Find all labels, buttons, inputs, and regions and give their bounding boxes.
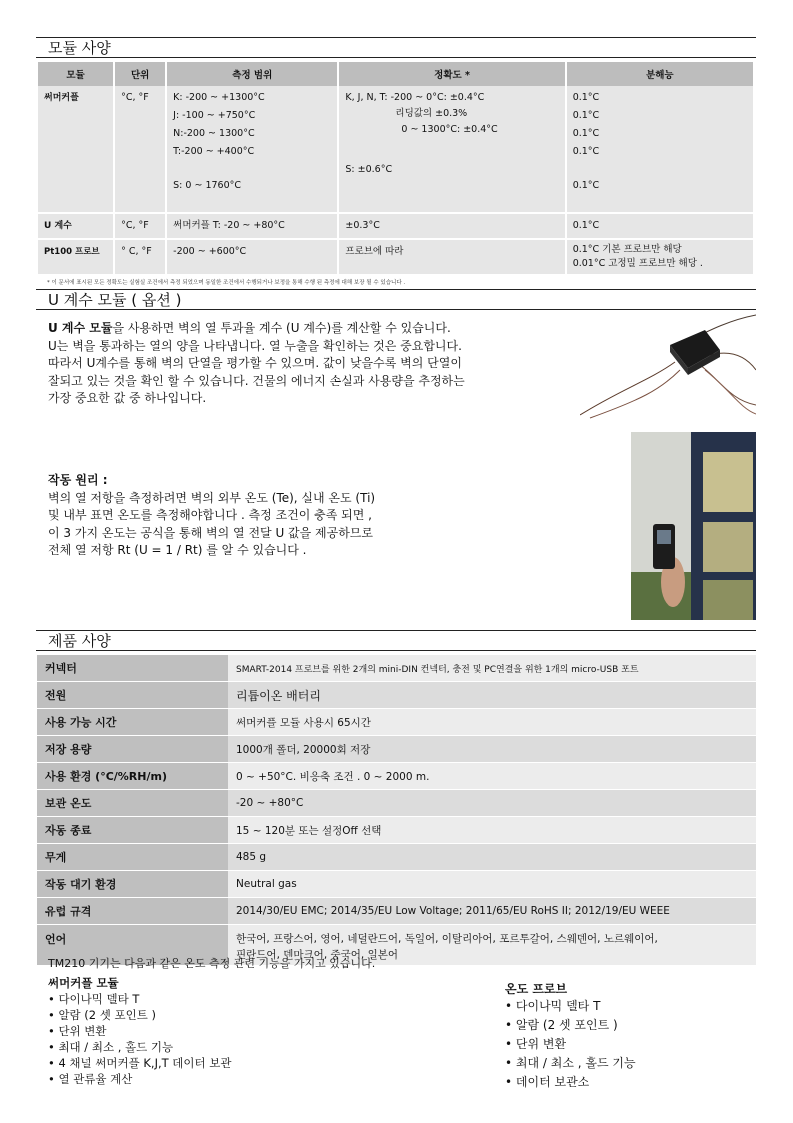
resolution-line: 0.1°C 기본 프로브만 해당 — [572, 244, 682, 255]
u-module-line: 가장 중요한 값 중 하나입니다. — [48, 391, 207, 405]
spec-key: 보관 온도 — [37, 790, 228, 817]
principle-block — [48, 472, 608, 560]
range-line: K: -200 ~ +1300°C — [173, 92, 265, 103]
spec-key: 자동 종료 — [37, 817, 228, 844]
feature-item: • 알람 (2 셋 포인트 ) — [48, 1008, 157, 1022]
spec-value: Neutral gas — [228, 871, 756, 898]
u-module-intro: 을 사용하면 벽의 열 투과율 계수 (U 계수)를 계산할 수 있습니다. — [112, 321, 451, 335]
u-factor-resolution: 0.1°C — [566, 213, 754, 239]
accuracy-line: K, J, N, T: -200 ~ 0°C: ±0.4°C — [345, 92, 485, 103]
resolution-line: 0.1°C — [572, 92, 600, 103]
spec-key: 전원 — [37, 682, 228, 709]
language-line: 핀란드어, 덴마크어, 중국어, 일본어 — [236, 948, 399, 961]
feature-item: • 최대 / 최소 , 홀드 기능 — [48, 1040, 174, 1054]
feature-item: • 4 채널 써머커플 K,J,T 데이터 보관 — [48, 1056, 232, 1070]
module-spec-header-row — [38, 62, 754, 86]
tm210-note: TM210 기기는 다음과 같은 온도 측정 관련 기능을 가지고 있습니다. — [48, 957, 376, 970]
feature-item: • 데이터 보관소 — [505, 1075, 590, 1089]
u-factor-range: 써머커플 T: -20 ~ +80°C — [166, 213, 338, 239]
principle-line: 벽의 열 저항을 측정하려면 벽의 외부 온도 (Te), 실내 온도 (Ti) — [48, 490, 376, 505]
spec-value: 15 ~ 120분 또는 설정Off 선택 — [228, 817, 756, 844]
accuracy-line: 0 ~ 1300°C: ±0.4°C — [401, 124, 498, 135]
spec-key: 커넥터 — [37, 655, 228, 682]
thermocouple-unit: °C, °F — [114, 86, 166, 213]
principle-line: 이 3 가지 온도는 공식을 통해 벽의 열 전달 U 값을 제공하므로 — [48, 525, 373, 540]
spec-value: 써머커플 모듈 사용시 65시간 — [228, 709, 756, 736]
spec-key: 언어 — [37, 925, 228, 966]
thermocouple-resolution — [566, 86, 754, 213]
accuracy-line: S: ±0.6°C — [345, 164, 393, 175]
spec-value: 0 ~ +50°C. 비응축 조건 . 0 ~ 2000 m. — [228, 763, 756, 790]
spec-key: 사용 환경 (°C/%RH/m) — [37, 763, 228, 790]
spec-row — [37, 736, 756, 763]
spec-row — [37, 844, 756, 871]
language-line: 한국어, 프랑스어, 영어, 네덜란드어, 독일어, 이탈리아어, 포르투갈어, 스웨덴어, 노르웨이어, — [236, 932, 658, 945]
u-factor-accuracy: ±0.3°C — [338, 213, 565, 239]
range-line: T:-200 ~ +400°C — [173, 146, 255, 157]
spec-value: SMART-2014 프로브를 위한 2개의 mini-DIN 컨넥터, 충전 및 PC연결을 위한 1개의 micro-USB 포트 — [228, 655, 756, 682]
header-unit: 단위 — [114, 62, 166, 86]
u-factor-label: U 계수 — [38, 213, 114, 239]
header-module: 모듈 — [38, 62, 114, 86]
u-factor-row — [38, 213, 754, 239]
feature-item: • 최대 / 최소 , 홀드 기능 — [505, 1056, 636, 1070]
spec-value: 485 g — [228, 844, 756, 871]
spec-row — [37, 682, 756, 709]
product-spec-table — [37, 655, 756, 966]
resolution-line: 0.1°C — [572, 146, 600, 157]
principle-line: 전체 열 저항 Rt (U = 1 / Rt) 를 알 수 있습니다 . — [48, 543, 307, 557]
spec-row — [37, 709, 756, 736]
spec-key: 저장 용량 — [37, 736, 228, 763]
principle-title: 작동 원리 : — [48, 473, 108, 487]
u-module-description — [48, 320, 588, 408]
u-factor-unit: °C, °F — [114, 213, 166, 239]
principle-line: 및 내부 표면 온도를 측정해야합니다 . 측정 조건이 충족 되면 , — [48, 508, 372, 522]
pt100-row — [38, 239, 754, 275]
range-line: S: 0 ~ 1760°C — [173, 180, 242, 191]
feature-item: • 알람 (2 셋 포인트 ) — [505, 1018, 618, 1032]
feature-item: • 단위 변환 — [505, 1037, 567, 1051]
u-module-bold: U 계수 모듈 — [48, 321, 113, 335]
thermocouple-row — [38, 86, 754, 213]
module-spec-table — [38, 62, 755, 276]
range-line: J: -100 ~ +750°C — [173, 110, 256, 121]
module-spec-title: 모듈 사양 — [36, 37, 756, 58]
feature-item: • 단위 변환 — [48, 1024, 107, 1038]
header-range: 측정 범위 — [166, 62, 338, 86]
pt100-unit: ° C, °F — [114, 239, 166, 275]
resolution-line: 0.1°C — [572, 128, 600, 139]
resolution-line: 0.01°C 고정밀 프로브만 해당 . — [572, 258, 703, 269]
spec-key: 사용 가능 시간 — [37, 709, 228, 736]
pt100-label: Pt100 프로브 — [38, 239, 114, 275]
thermocouple-range — [166, 86, 338, 213]
u-module-line: 따라서 U계수를 통해 벽의 단열을 평가할 수 있으며. 값이 낮을수록 벽의 단열이 — [48, 356, 462, 370]
spec-row — [37, 655, 756, 682]
spec-value: 2014/30/EU EMC; 2014/35/EU Low Voltage; 2011/65/EU RoHS II; 2012/19/EU WEEE — [228, 898, 756, 925]
pt100-range: -200 ~ +600°C — [166, 239, 338, 275]
spec-row — [37, 898, 756, 925]
probe-features — [505, 981, 636, 1092]
probe-features-title: 온도 프로브 — [505, 982, 568, 996]
u-module-line: U는 벽을 통과하는 열의 양을 나타냅니다. 열 누출을 확인하는 것은 중요합니다. — [48, 338, 462, 353]
resolution-line: 0.1°C — [572, 110, 600, 121]
spec-value: -20 ~ +80°C — [228, 790, 756, 817]
u-module-line: 잘되고 있는 것을 확인 할 수 있습니다. 건물의 에너지 손실과 사용량을 추정하는 — [48, 373, 465, 388]
u-module-photo — [580, 310, 756, 420]
spec-row — [37, 817, 756, 844]
spec-row — [37, 790, 756, 817]
thermocouple-label: 써머커플 — [38, 86, 114, 213]
product-spec-title: 제품 사양 — [36, 630, 756, 651]
resolution-line: 0.1°C — [572, 180, 600, 191]
spec-key: 유럽 규격 — [37, 898, 228, 925]
header-accuracy: 정확도 * — [338, 62, 565, 86]
pt100-accuracy: 프로브에 따라 — [338, 239, 565, 275]
feature-item: • 다이나믹 델타 T — [505, 999, 601, 1013]
spec-row — [37, 871, 756, 898]
spec-key: 작동 대기 환경 — [37, 871, 228, 898]
spec-key: 무게 — [37, 844, 228, 871]
header-resolution: 분해능 — [566, 62, 754, 86]
range-line: N:-200 ~ 1300°C — [173, 128, 255, 139]
accuracy-line: 리딩값의 ±0.3% — [395, 108, 468, 119]
u-module-title: U 계수 모듈 ( 옵션 ) — [36, 289, 756, 310]
thermocouple-features-title: 써머커플 모듈 — [48, 976, 119, 990]
spec-value: 리튬이온 배터리 — [228, 682, 756, 709]
accuracy-footnote: * 이 문서에 표시된 모든 정확도는 실험실 조건에서 측정 되었으며 동일한 조건에서 수행되거나 보정을 통해 수행 된 측정에 대해 보장 될 수 있습니다 . — [47, 280, 406, 286]
feature-item: • 다이나믹 델타 T — [48, 992, 140, 1006]
pt100-resolution — [566, 239, 754, 275]
spec-row — [37, 763, 756, 790]
spec-value: 1000개 폴더, 20000회 저장 — [228, 736, 756, 763]
window-measurement-photo — [631, 432, 756, 620]
thermocouple-accuracy — [338, 86, 565, 213]
thermocouple-features — [48, 975, 232, 1087]
feature-item: • 열 관류율 계산 — [48, 1072, 133, 1086]
